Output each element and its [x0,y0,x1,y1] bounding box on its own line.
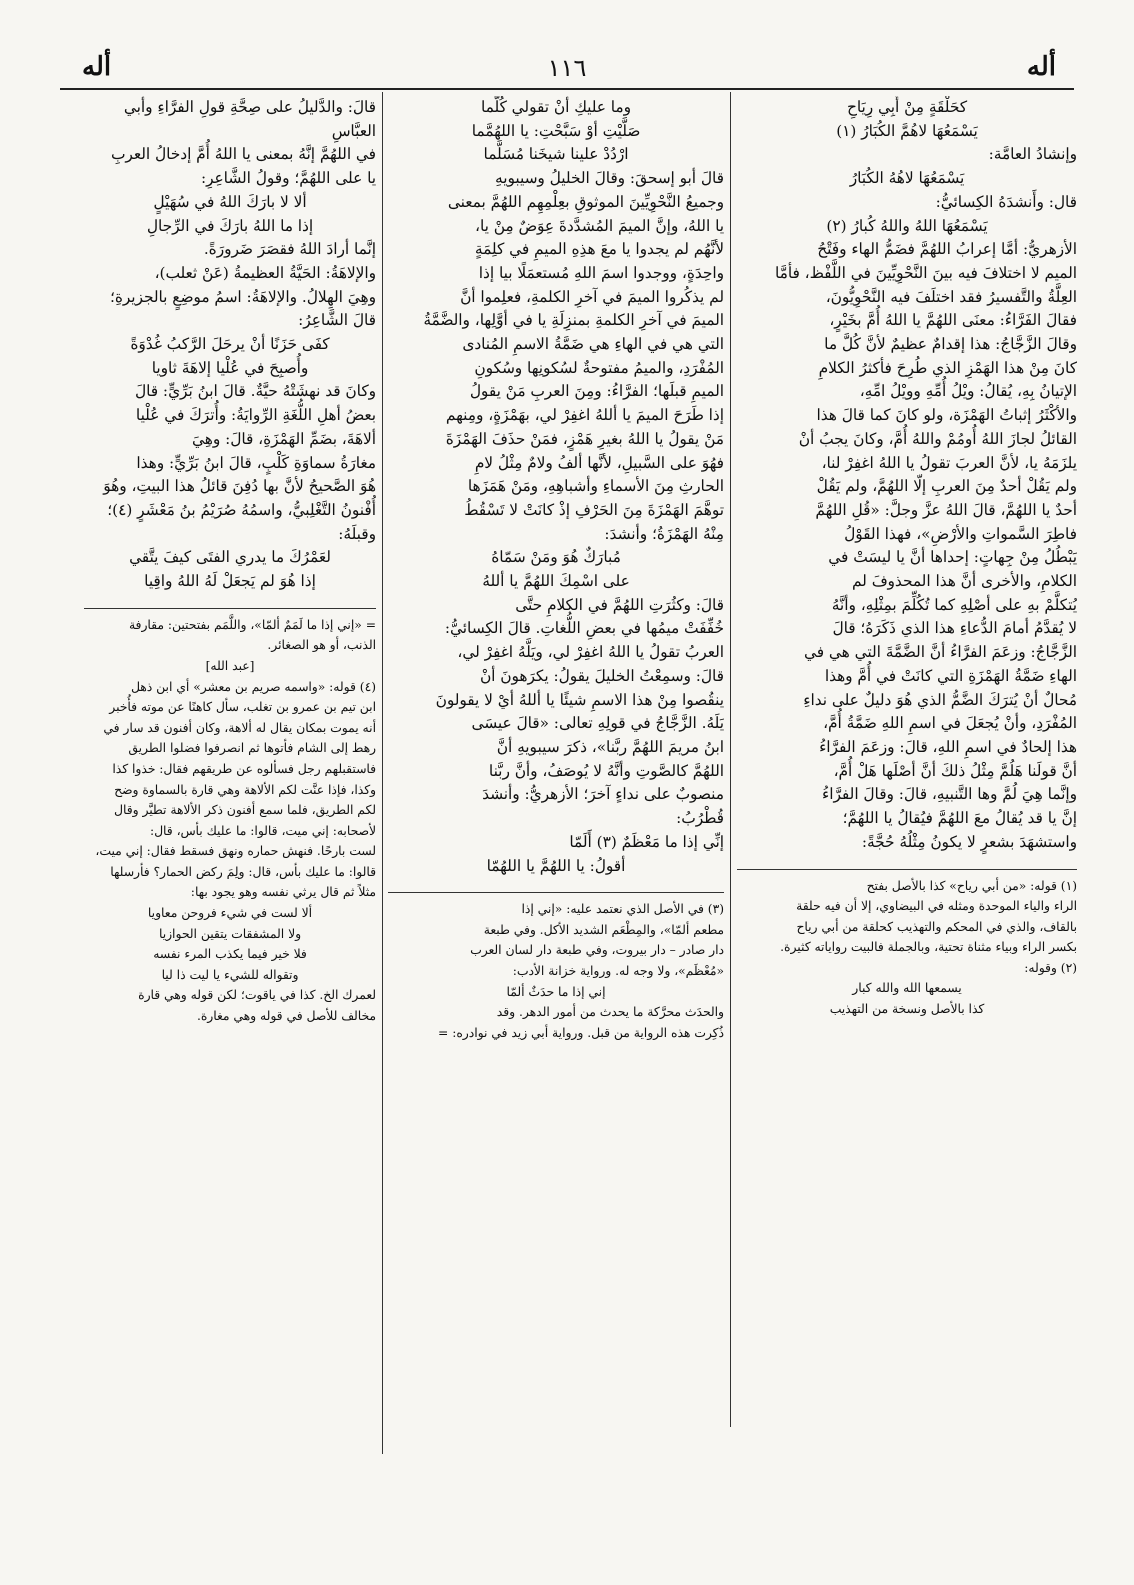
text-line: فقالَ الفَرَّاءُ: معنَى اللهُمَّ يا اللهُ أُمَّ بخَيْرٍ، [829,311,1077,330]
footnote-separator [737,869,1077,870]
verse-line: وما عليكِ أنْ تقولي كُلَّما [480,98,632,116]
text-line: الهاءِ ضَمَّةُ الهَمْزَةِ التي كانَتْ في أُمَّ وهذا [824,666,1077,685]
text-line: مغارَةُ سماوَةِ كَلْبٍ، قالَ ابنُ بَرِّيٍّ: وهذا [136,453,376,472]
verse-line: يَسْمَعُهَا لاهُهُ الكُبَارُ [849,169,965,188]
verse-line: وأُصبِحَ في عُلْيا إلاهَةَ ثاويا [151,358,309,377]
footnotes-right [737,876,1077,1020]
verse-line: لعَمْرُكَ ما يدري الفتَى كيفَ يتَّقي [129,548,331,567]
footnote-line: لأصحابه: إني ميت، قالوا: ما عليك بأس، قال: [149,823,376,838]
footnote-line: فاستقبلهم رجل فسألوه عن طريقهم فقال: خذوا كذا [112,761,376,776]
text-line: لأنَّهُم لم يجدوا يا معَ هذِهِ الميمِ في كلِمَةٍ [474,240,724,259]
footnote-line: بالقاف، والذي في المحكم والتهذيب كحلقة من أبي رياح [796,919,1077,934]
text-line: مِنْهُ الهَمْزَةُ؛ وأنشدَ: [604,524,724,543]
text-line: الأزهريُّ: أمَّا إعرابُ اللهُمَّ فضَمُّ الهاء وفَتْحُ [817,240,1077,259]
text-line: ابنُ مريمَ اللهُمَّ ربَّنا»، ذكرَ سيبويهِ أنَّ [496,737,724,756]
text-line: وإنَّما هِيَ لُمَّ وها التَّنبيهِ، قالَ: وقالَ الفرَّاءُ [822,785,1077,804]
footnote-line: ذُكِرت هذه الرواية من قبل. ورواية أبي زيد في نوادره: = [437,1025,724,1040]
verse-line: إذا هُوَ لم يَجعَلْ لَهُ اللهُ واقِيا [144,572,316,591]
text-line: ألاهَةَ، بضَمِّ الهَمْزَةِ، قالَ: وهِيَ [192,429,376,448]
text-line: يَبْطُلُ مِنْ جِهاتٍ: إحداها أنَّ يا ليسَتْ في [828,548,1077,567]
text-line: يُتكلَّمْ بهِ على أصْلِهِ كما تُكُلِّمَ بمِثْلِهِ، وأنَّهُ [831,595,1077,614]
footnote-line: لكم الطريق، فلما سمع أفنون ذكر الألاهة تطيَّر وقال [114,803,376,818]
text-line: يا على اللهُمَّ؛ وقولُ الشَّاعِرِ: [200,169,376,188]
text-line: أُفْنونُ التَّغْلِبيُّ، واسمُهُ صُرَيْمُ بنُ مَعْشَرٍ (٤)؛ [107,500,376,519]
footnote-line: مخالف للأصل في قوله وهي مغارة. [196,1009,376,1024]
footnote-line: رهط إلى الشام فأتوها ثم انصرفوا فضلوا الطريق [128,741,376,756]
footnote-line: (١) قوله: «من أبي رياح» كذا بالأصل بفتح [866,878,1077,893]
footnote-verse: ألا لست في شيء فروحن معاويا [147,906,313,921]
text-line: بعضُ أهلِ اللُّغَةِ الرِّوايَةُ: وأُترَكَ في عُلْيا [135,406,376,425]
text-line: القائلُ لجازَ اللهُ أُومُمْ واللهُ أُمَّ، وكانَ يجبُ أنْ [798,429,1077,448]
text-line: أحدٌ يا اللهُمَّ، قالَ اللهُ عزَّ وجلَّ: «قُلِ اللهُمَّ [815,500,1077,519]
verse-line: ارْدُدْ علينا شيخَنا مُسَلَّما [483,145,629,164]
text-line: التي هي في الهاءِ هي ضَمَّةُ الاسمِ المُنادى [462,335,724,354]
text-line: إذا طَرَحَ الميمَ يا أللهُ اغفِرْ لي، بهَمْزَةٍ، ومِنهم [445,406,724,425]
text-line: ولم يَقُلْ أحدٌ مِنَ العربِ إلّا اللهُمَّ، ولم يَقُلْ [816,477,1077,496]
text-line: واحِدَةٍ، ووجدوا اسمَ اللهِ مُستعمَلًا بيا إذا [478,263,724,282]
verse-line: ألا لا بارَكَ اللهُ في سُهَيْلٍ [153,192,307,211]
footnote-verse: وتقواله للشيء يا ليت ذا ليا [161,967,299,982]
text-line: في اللهُمَّ إنَّهُ بمعنى يا اللهُ أُمَّ إدخالُ العربِ [111,145,376,164]
text-line: يلزَمَهُ يا، لأنَّ العربَ تقولُ يا اللهُ اغفِرْ لنا، [821,453,1077,472]
footnote-verse: فلا خير فيما يكذب المرء نفسه [153,947,307,962]
footnote-line: (٤) قوله: «واسمه صريم بن معشر» أي ابن ذهل [130,679,376,694]
text-line: مُحالٌ أنْ يُترَكَ الضَّمُّ الذي هُوَ دليلٌ على نداءِ [803,690,1077,709]
text-line: إنَّ يا قد يُقالُ معَ اللهُمَّ فيُقالُ يا اللهُمَّ؛ [842,809,1077,828]
text-line: ينقُصوا مِنْ هذا الاسمِ شيئًا يا أللهُ أيْ لا يقولونَ [435,690,724,709]
text-line: يَلَهُ. الزَّجَّاجُ في قولِهِ تعالى: «قالَ عيسَى [471,714,724,733]
footnote-separator [388,892,724,893]
footnote-verse: إني إذا ما حدَثٌ ألمّا [506,984,606,999]
footnote-line: لعمرك الخ. كذا في ياقوت؛ لكن قوله وهي قارة [138,988,376,1003]
text-line: المُفْرَدِ، والميمُ مفتوحةٌ لسُكونِها وسُكونِ [474,358,724,377]
text-line: وكانَ قد نهشَتْهُ حيَّةٌ. قالَ ابنُ بَرِّيٍّ: قالَ [134,382,376,401]
verse-line: إنِّي إذا ما مَعْظَمٌ (٣) أَلَمّا [569,832,724,851]
text-line: مَنْ يقولُ يا اللهُ بغيرِ هَمْزٍ، فمَنْ حذَفَ الهَمْزَةَ [445,429,724,448]
footnote-signature: [عبد الله] [205,658,255,673]
text-line: قالَ: والدَّليلُ على صِحَّةِ قولِ الفرَّاءِ وأبي العبَّاسِ [123,98,376,140]
text-line: الزَّجَّاجُ: وزعَمَ الفرَّاءُ أنَّ الضَّمَّةَ التي هي في [803,643,1077,662]
text-line: وقبلَهُ: [338,524,376,543]
footnote-line: والحدَث محرَّكة ما يحدث من أمور الدهر. وقد [496,1005,724,1020]
footnote-line: (٢) وقوله: [1024,960,1077,975]
text-line: قالَ: وكثُرَتِ اللهُمَّ في الكلامِ حتَّى [515,595,724,614]
footnotes-middle [388,899,724,1043]
verse-line: يَسْمَعُهَا اللهُ واللهُ كُبارُ (٢) [826,216,988,235]
text-line: فاطِرَ السَّمواتِ والأرْضِ»، فهذا القَوْلُ [844,524,1077,543]
text-line: الميمَ في آخرِ الكلمةِ بمنزِلَةِ يا في أوَّلِها، والضَّمَّةُ [423,311,724,330]
text-line: وإنشادُ العامَّة: [988,145,1077,164]
page-header [60,50,1074,90]
footnote-line: أنه يموت بمكان يقال له ألاهة، وكان أفنون قد سار في [103,720,376,735]
header-rule [60,88,1074,90]
text-line: هذا إلحادٌ في اسمِ اللهِ، قالَ: وزعَمَ الفرَّاءُ [819,737,1077,756]
text-line: والإلاهَةُ: الحَيَّةُ العظيمةُ (عَنْ ثعلب)، [154,263,376,282]
text-line: المُفْرَدِ، وأنْ يُجعَلَ في اسمِ اللهِ ضَمَّةُ أُمَّ، [823,714,1077,733]
headword-left: أله [82,52,112,82]
footnote-line: كذا بالأصل ونسخة من التهذيب [829,1002,985,1017]
text-line: إنَّما أرادَ اللهُ فقصَرَ ضَرورَةً. [203,240,376,259]
text-line: قالَ: وسمِعْتُ الخليلَ يقولُ: يكرَهونَ أنْ [479,666,724,685]
verse-line: كحَلْقَةٍ مِنْ أَبِي رِيَاحِ [846,98,968,116]
column-middle [388,96,724,1454]
verse-line: يَسْمَعُهَا لاهُمَّ الكُبَارُ (١) [836,121,978,140]
text-line: الميم لا اختلافَ فيه بينَ النَّحْوِيِّينَ في اللَّفْظ، فأمَّا [774,263,1077,282]
text-line: فهُوَ على السَّبيلِ، لأنَّها ألفُ ولامٌ مِثْلُ لامِ [474,453,724,472]
text-line: قُطْرُبُ: [676,809,724,828]
column-left [84,96,376,1458]
headword-right: أله [1026,52,1056,82]
footnote-verse: يسمعها الله والله كبار [852,981,962,996]
text-line: يا اللهُ، وإنَّ الميمَ المُشدَّدةَ عِوَضٌ مِنْ يا، [475,216,724,235]
text-line: العربُ تقولُ يا اللهُ اغفِرْ لي، ويَلَّهُ اغفِرْ لي، [457,643,724,662]
text-line: قالَ أبو إسحقَ: وقالَ الخليلُ وسيبويهِ [495,169,724,188]
text-line: واستشهَدَ بشعرٍ لا يكونُ مِثْلُهُ حُجَّةً: [861,832,1077,851]
text-line: وهِيَ الهِلالُ. والإلاهَةُ: اسمُ موضِعٍ بالجزيرةِ؛ [109,287,376,306]
footnote-line: ابن تيم بن عمرو بن تغلب، سأل كاهنًا عن موته فأُخبر [109,700,376,715]
text-line: الكلامِ، والأخرى أنَّ هذا المحذوفَ لم [851,572,1077,591]
text-line: وقالَ الزَّجَّاجُ: هذا إقدامٌ عظيمٌ لأنَّ كُلَّ ما [824,335,1077,354]
text-line: اللهُمَّ كالصَّوتِ وأنَّهُ لا يُوصَفُ، وأنَّ ربَّنا [488,761,724,780]
footnote-line: مثلاً ثم قال يرثي نفسه وهو يجود بها: [190,885,376,900]
text-line: منصوبٌ على نداءٍ آخرَ؛ الأزهريُّ: وأنشدَ [482,785,724,804]
text-line: توهَّمَ الهَمْزَةَ مِنَ الحَرْفِ إذْ كانَتْ لا تَسْقُطُ [464,500,724,519]
footnote-line: قالوا: ما عليك بأس، قال: ولِمَ ركض الحمار؟ فأرسلها [110,864,376,879]
column-right [737,96,1077,1431]
footnote-line: الراء والياء الموحدة ومثله في البيضاوي، إلا أن فيه حلقة [796,899,1077,914]
text-line: والأكْثَرُ إثباتُ الهَمْزَة، ولو كانَ كما قالَ هذا [816,406,1077,425]
footnote-separator [84,608,376,609]
footnote-line: بكسر الراء وبياء مثناة تحتية، وبالجملة فالبيت رواياته كثيرة. [780,940,1077,955]
text-line: كانَ مِنْ هذا الهَمْزِ الذي طُرِحَ فأكثرُ الكلامِ [818,358,1077,377]
footnote-line: دار صادر – دار بيروت، وفي طبعة دار لسان العرب [470,943,724,958]
footnote-line: الذنب، أو هو الصغائر. [267,638,376,653]
column-divider-left [382,92,383,1454]
verse-line: صَلَّيْتِ أوْ سَبَّحْتِ: يا اللهُمَّما [471,121,641,140]
verse-line: مُبارَكٌ هُوَ ومَنْ سَمّاهُ [491,548,621,567]
text-line: أنَّ قولَنا هَلُمَّ مِثْلُ ذلكَ أنَّ أصْلَها هَلْ أُمَّ، [833,761,1077,780]
footnote-line: لست بارحًا. فنهش حماره ونهق فسقط فقال: إني ميت، [95,844,376,859]
verse-line: أقولُ: يا اللهُمَّ يا اللهُمّا [486,856,626,875]
text-line: هُوَ الصَّحيحُ لأنَّ بها دُفِنَ قائلُ هذا البيتِ، وهُوَ [103,477,376,496]
verse-line: إذا ما اللهُ بارَكَ في الرِّجالِ [146,216,314,235]
text-line: قال: وأَنشدَهُ الكِسائيُّ: [935,192,1077,211]
text-line: لم يذكُروا الميمَ في آخرِ الكلمةِ، فعلِموا أنَّ [460,287,724,306]
text-line: الحارثِ مِنَ الأسماءِ وأشباهِهِ، ومَنْ هَمَزَها [467,477,724,496]
column-divider-right [730,92,731,1427]
footnote-verse: ولا المشفقات يتقين الحوازيا [158,926,302,941]
footnote-line: «مُعْظَم»، ولا وجه له. ورواية خزانة الأدب: [512,963,724,978]
verse-line: كفَى حَزَنًا أنْ يرحَلَ الرَّكبُ غُدْوَةً [130,335,330,354]
footnotes-left [84,615,376,1027]
footnote-line: وكذا، فإذا عنَّت لكم الألاهة وهي قارة بالسماوة وضح [114,782,376,797]
footnote-line: = «إني إذا ما لَمَمٌ ألمّا»، واللَّمَم بفتحتين: مقارفة [128,617,376,632]
text-line: وجميعُ النَّحْوِيِّينَ الموثوقِ بعِلْمِهِم اللهُمَّ بمعنى [447,192,724,211]
page-number: ١١٦ [547,54,587,82]
verse-line: على اسْمِكَ اللهُمَّ يا أللهُ [482,572,630,591]
text-line: الميمِ قبلَها؛ الفرَّاءُ: ومِنَ العربِ مَنْ يقولُ [469,382,724,401]
text-line: لا يُقدَّمُ أمامَ الدُّعاءِ هذا الذي ذَكَرَهُ؛ قالَ [832,619,1077,638]
footnote-line: (٣) في الأصل الذي نعتمد عليه: «إني إذا [521,902,724,917]
footnote-line: مطعم ألمّا»، والمِطْعَم الشديد الأكل. وفي طبعة [483,922,724,937]
text-line: الإتيانُ بِهِ، يُقالُ: ويْلُ أُمِّهِ وويْلُ امِّهِ، [859,382,1077,401]
text-line: قالَ الشَّاعِرُ: [298,311,376,330]
text-line: العِلَّةُ والتَّفسيرُ فقد اختلَفَ فيه النَّحْوِيُّونَ، [825,287,1077,306]
text-line: خُفِّفَتْ ميمُها في بعضِ اللُّغاتِ. قالَ الكِسائيُّ: [444,619,724,638]
